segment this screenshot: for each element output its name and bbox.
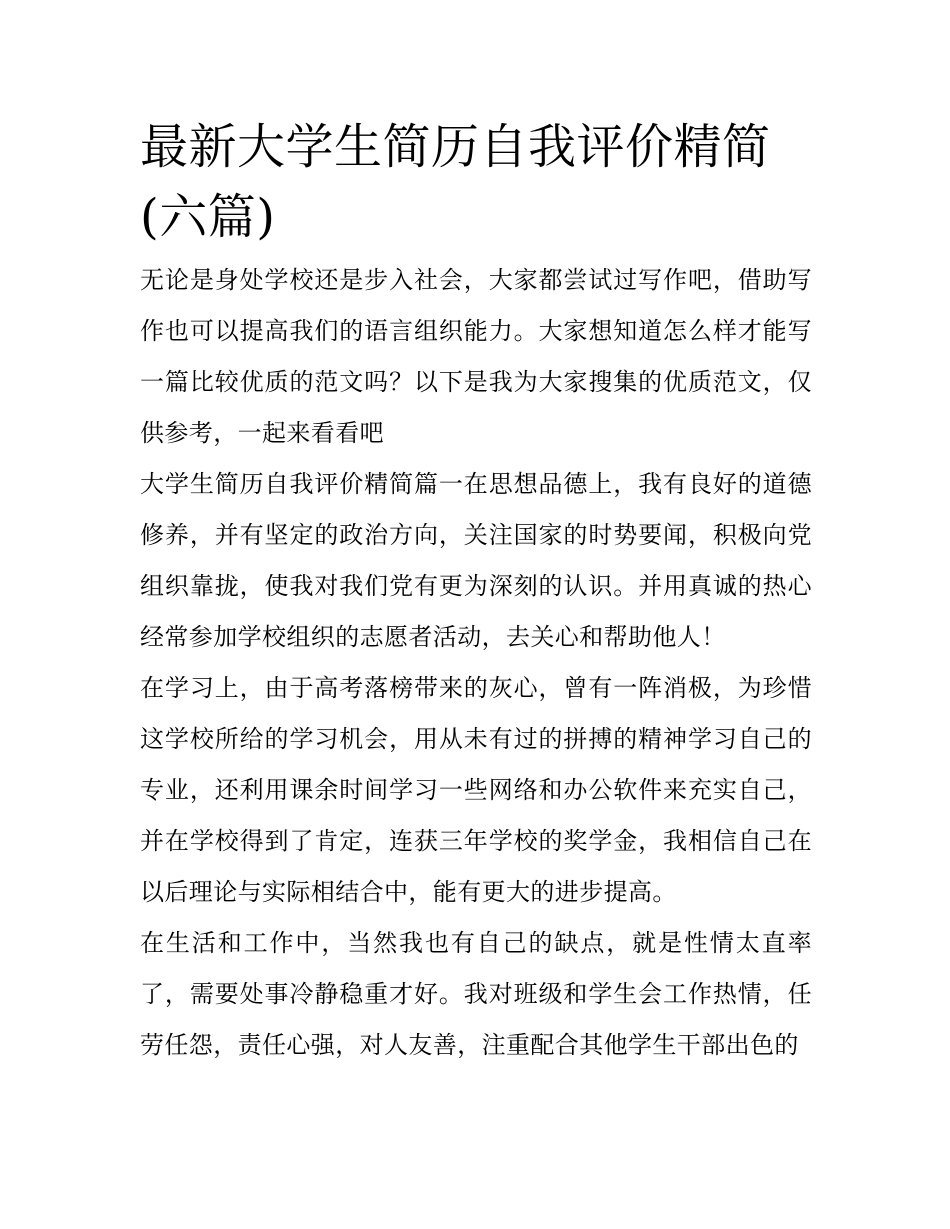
document-body (140, 112, 812, 1071)
document-title: 最新大学生简历自我评价精简(六篇) (140, 119, 771, 245)
paragraph-study: 在学习上，由于高考落榜带来的灰心，曾有一阵消极，为珍惜这学校所给的学习机会，用从未有过的拼搏的精神学习自己的专业，还利用课余时间学习一些网络和办公软件来充实自己，并在学校得到了肯定，连获三年学校的奖学金，我相信自己在以后理论与实际相结合中，能有更大的进步提高。 (140, 674, 812, 906)
paragraph-life-work: 在生活和工作中，当然我也有自己的缺点，就是性情太直率了，需要处事冷静稳重才好。我对班级和学生会工作热情，任劳任怨，责任心强，对人友善，注重配合其他学生干部出色的 (140, 929, 812, 1059)
paragraph-moral-character: 大学生简历自我评价精简篇一在思想品德上，我有良好的道德修养，并有坚定的政治方向，关注国家的时势要闻，积极向党组织靠拢，使我对我们党有更为深刻的认识。并用真诚的热心经常参加学校组织的志愿者活动，去关心和帮助他人！ (140, 470, 812, 651)
intro-paragraph: 无论是身处学校还是步入社会，大家都尝试过写作吧，借助写作也可以提高我们的语言组织能力。大家想知道怎么样才能写一篇比较优质的范文吗？以下是我为大家搜集的优质范文，仅供参考，一起来看看吧 (140, 266, 812, 447)
